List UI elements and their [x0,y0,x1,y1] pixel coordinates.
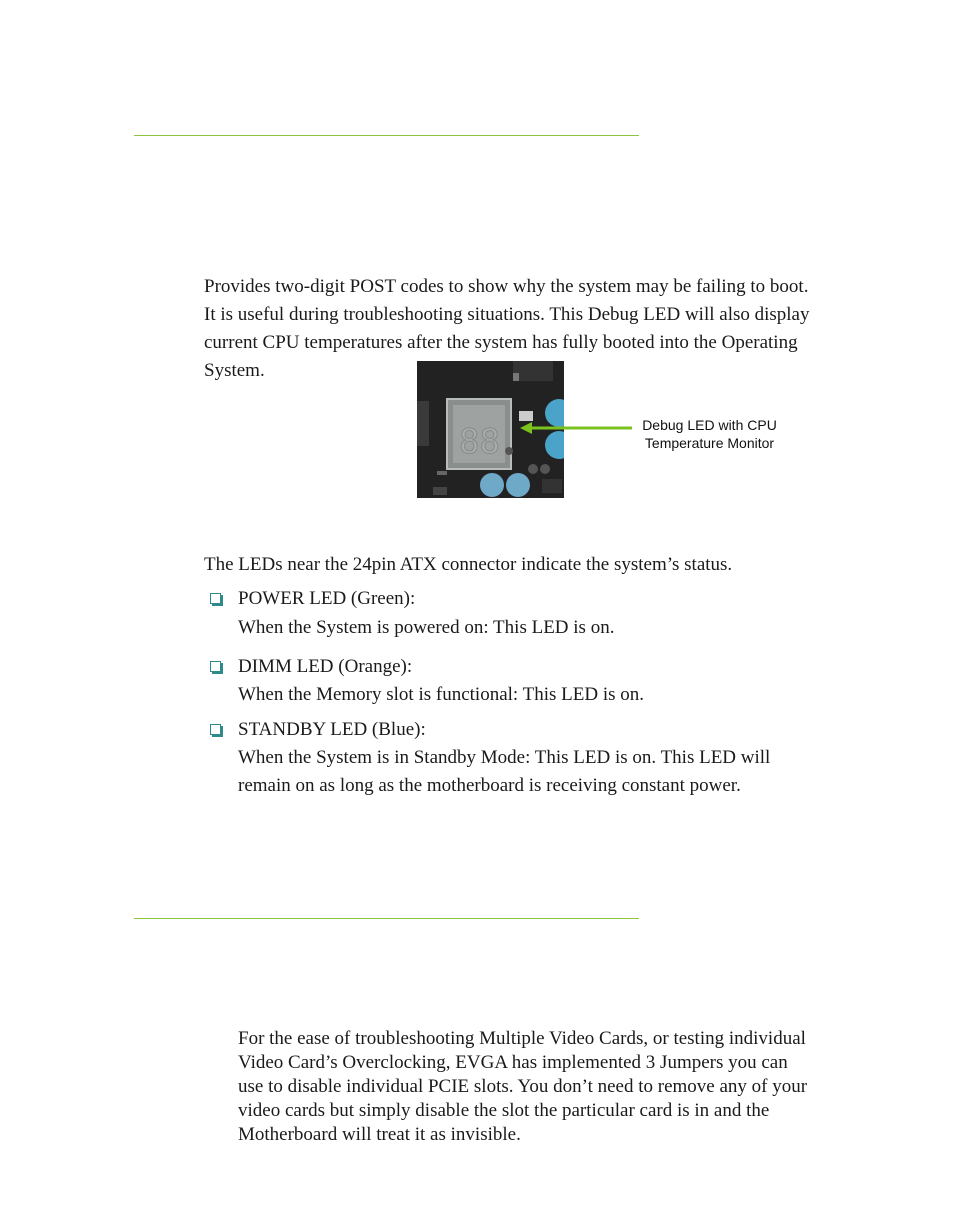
section-divider-bottom [134,918,639,919]
callout-line-1: Debug LED with CPU [642,417,777,433]
debug-line-3: current CPU temperatures after the system has fully booted into the Operating [204,332,798,353]
power-led-title: POWER LED (Green): [238,588,416,609]
debug-line-2: It is useful during troubleshooting situations. This Debug LED will also display [204,304,810,325]
dimm-led-title: DIMM LED (Orange): [238,656,413,677]
checkbox-square-icon [210,593,221,604]
checkbox-square-icon [210,661,221,672]
status-intro: The LEDs near the 24pin ATX connector indicate the system’s status. [204,554,733,575]
standby-led-description [238,744,838,800]
standby-line-2: remain on as long as the motherboard is receiving constant power. [238,775,741,796]
power-led-description: When the System is powered on: This LED is on. [238,617,615,638]
callout-arrow [520,420,632,436]
debug-line-4: System. [204,360,265,381]
dimm-led-description: When the Memory slot is functional: This LED is on. [238,684,644,705]
callout-line-2: Temperature Monitor [644,435,775,451]
pcie-description [238,1027,807,1147]
section-divider-top [134,135,639,136]
pcie-line-1: For the ease of troubleshooting Multiple Video Cards, or testing individual [238,1028,806,1049]
pcie-line-5: Motherboard will treat it as invisible. [238,1124,521,1145]
debug-line-1: Provides two-digit POST codes to show why the system may be failing to boot. [204,276,809,297]
svg-text:88: 88 [459,422,500,462]
pcie-line-2: Video Card’s Overclocking, EVGA has implemented 3 Jumpers you can [238,1052,788,1073]
standby-led-title: STANDBY LED (Blue): [238,719,426,740]
standby-line-1: When the System is in Standby Mode: This LED is on. This LED will [238,747,771,768]
pcie-line-4: video cards but simply disable the slot the particular card is in and the [238,1100,770,1121]
pcie-line-3: use to disable individual PCIE slots. You don’t need to remove any of your [238,1076,808,1097]
debug-led-callout [622,416,797,452]
checkbox-square-icon [210,724,221,735]
